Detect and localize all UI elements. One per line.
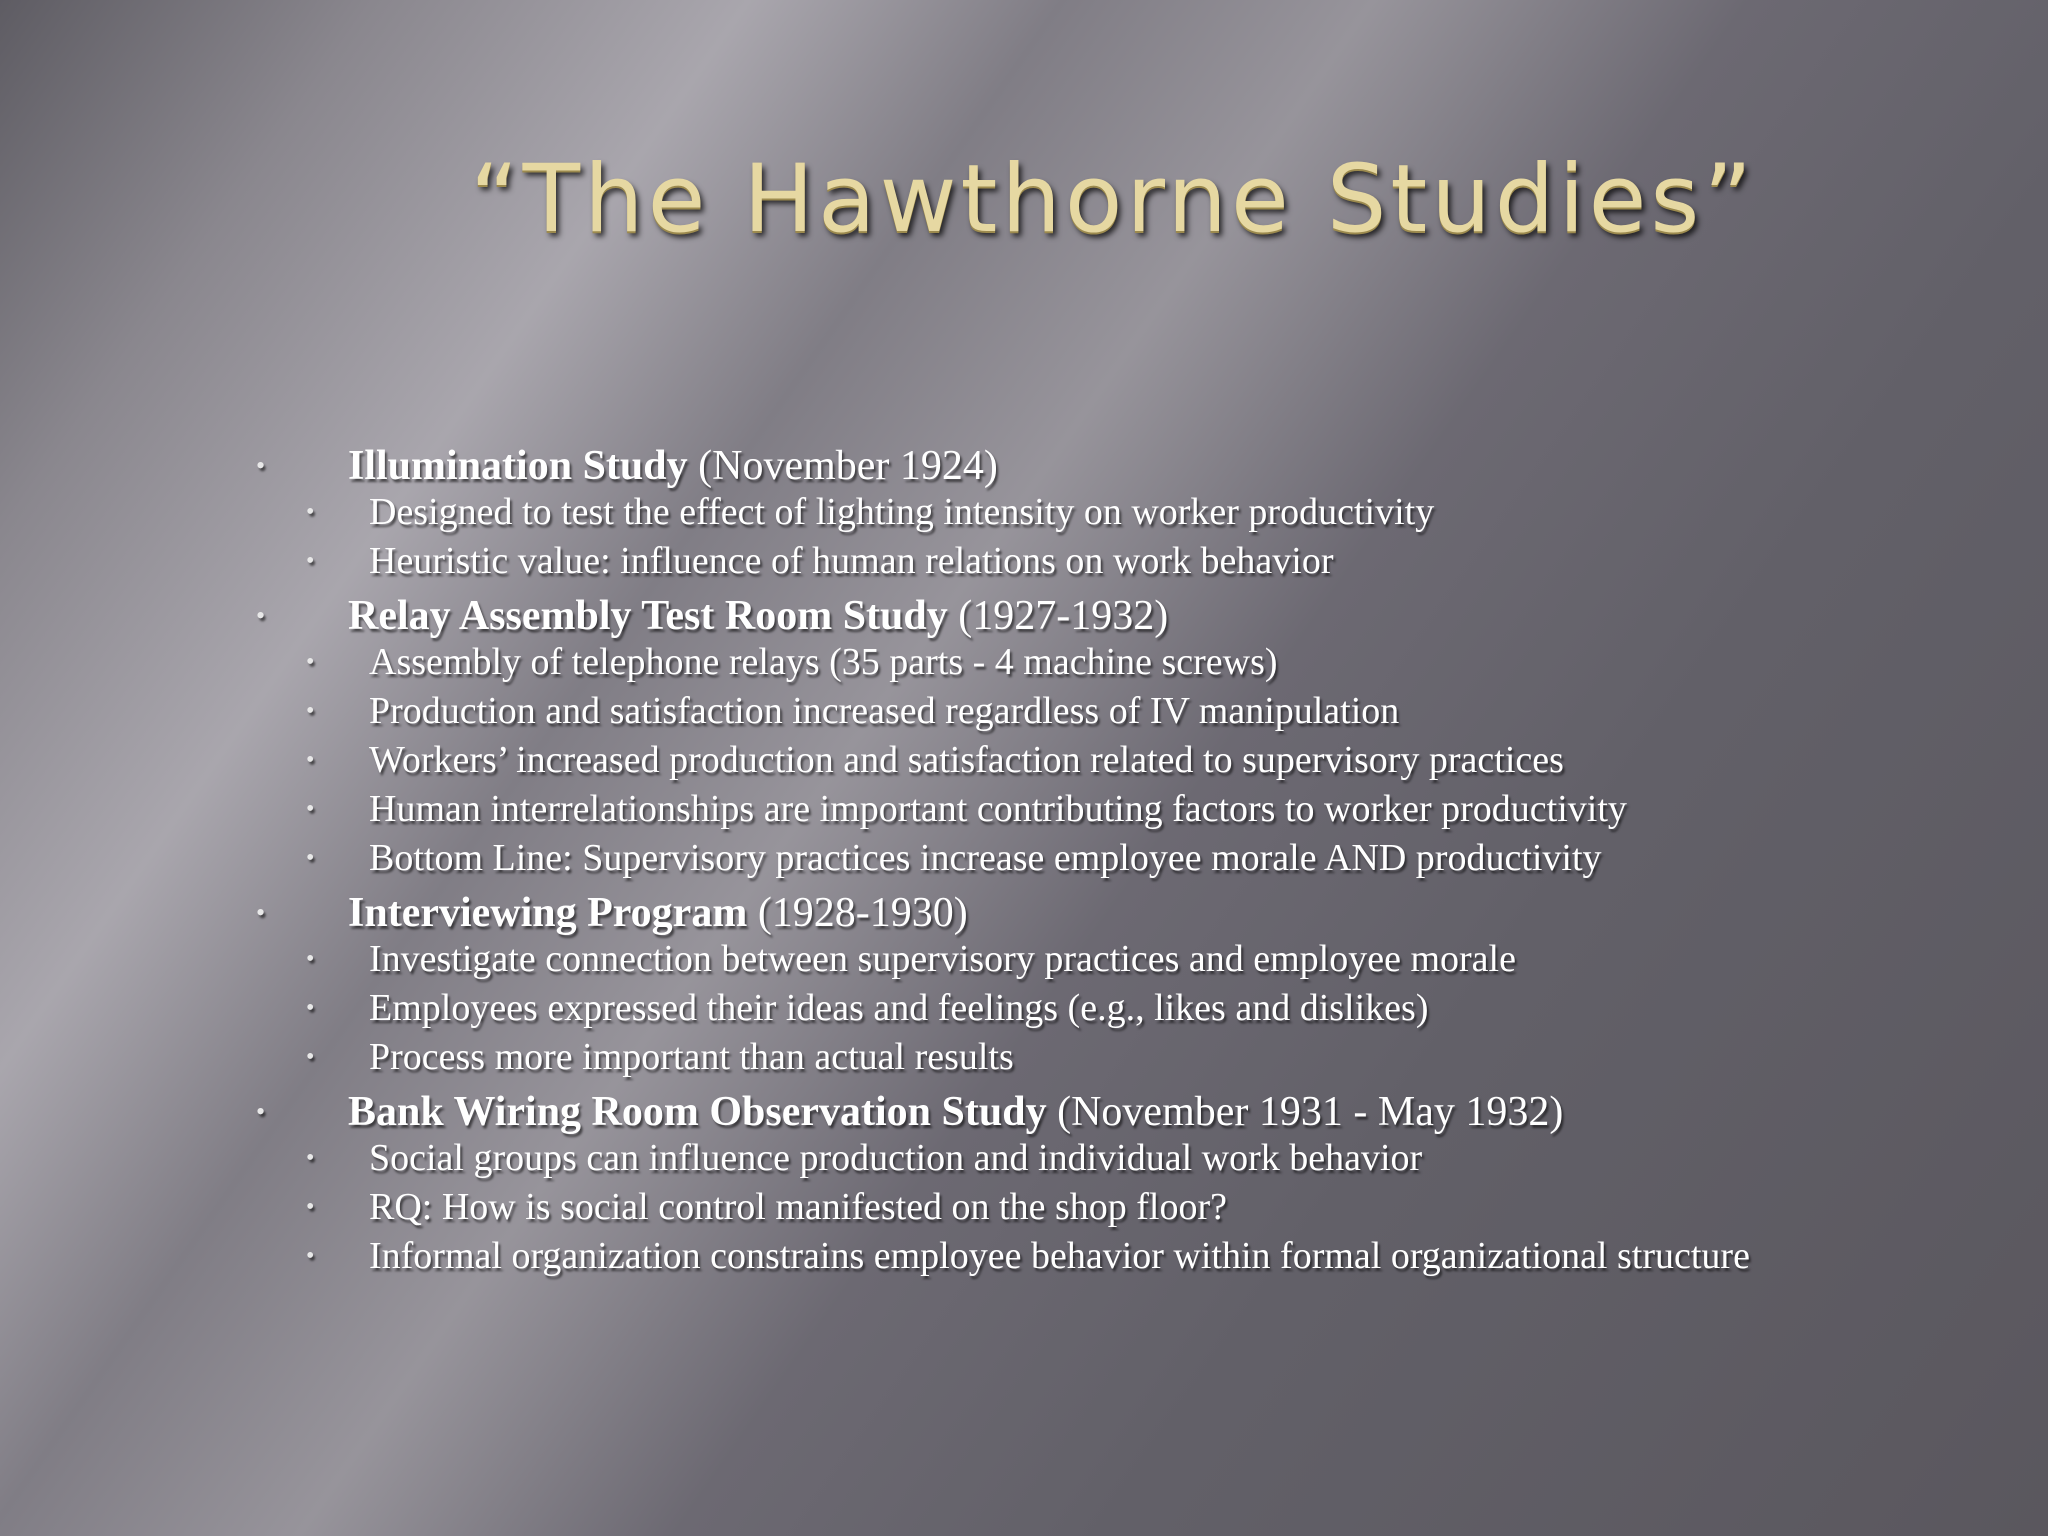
section-relay-assembly-study (248, 590, 1848, 878)
bullet-icon: • (306, 1145, 315, 1171)
bullet-icon: • (306, 796, 315, 822)
bullet-icon: • (256, 451, 266, 480)
slide-title: “The Hawthorne Studies” (469, 145, 1757, 254)
bullet-icon: • (306, 1194, 315, 1220)
sub-bullet-text: Designed to test the effect of lighting intensity on worker productivity (369, 491, 1435, 533)
bullet-icon: • (306, 995, 315, 1021)
sub-bullet-text: Social groups can influence production and individual work behavior (369, 1137, 1423, 1179)
study-date: (November 1931 - May 1932) (1046, 1089, 1564, 1135)
study-name: Bank Wiring Room Observation Study (348, 1089, 1047, 1135)
study-date: (1927-1932) (947, 593, 1169, 639)
sub-bullet-text: Workers’ increased production and satisfaction related to supervisory practices (369, 739, 1564, 781)
bullet-icon: • (306, 946, 315, 972)
sub-bullet (248, 642, 1848, 682)
sub-bullet (248, 988, 1848, 1028)
section-heading (248, 440, 1848, 492)
sub-bullet-text: Process more important than actual results (369, 1036, 1014, 1078)
sub-bullet-text: Heuristic value: influence of human relations on work behavior (369, 540, 1334, 582)
sub-bullet-text: Production and satisfaction increased regardless of IV manipulation (369, 690, 1400, 732)
sub-bullet (248, 492, 1848, 532)
sub-bullet (248, 789, 1899, 829)
section-heading (248, 590, 1848, 642)
bullet-icon: • (306, 1044, 315, 1070)
sub-bullet-text: Employees expressed their ideas and feelings (e.g., likes and dislikes) (369, 987, 1429, 1029)
bullet-icon: • (306, 548, 315, 574)
bullet-list (248, 438, 1848, 1285)
section-heading (248, 1086, 1848, 1138)
sub-bullet (248, 1037, 1848, 1077)
sub-bullet-text: Bottom Line: Supervisory practices increase employee morale AND productivity (369, 837, 1602, 879)
bullet-icon: • (306, 649, 315, 675)
sub-bullet (248, 1138, 1848, 1178)
sub-bullet-text: Investigate connection between supervisory practices and employee morale (369, 938, 1516, 980)
study-date: (1928-1930) (747, 890, 968, 936)
sub-bullet-text: RQ: How is social control manifested on the shop floor? (369, 1186, 1228, 1228)
section-illumination-study (248, 440, 1848, 581)
study-name: Interviewing Program (348, 890, 748, 936)
sub-bullet (248, 939, 1848, 979)
bullet-icon: • (256, 1097, 266, 1126)
bullet-icon: • (306, 845, 315, 871)
section-interviewing-program (248, 887, 1848, 1077)
bullet-icon: • (306, 698, 315, 724)
sub-bullet (248, 1236, 1848, 1276)
bullet-icon: • (256, 601, 266, 630)
study-name: Relay Assembly Test Room Study (348, 593, 948, 639)
sub-bullet (248, 1187, 1848, 1227)
section-heading (248, 887, 1848, 939)
sub-bullet-text: Assembly of telephone relays (35 parts - 4 machine screws) (369, 641, 1278, 683)
sub-bullet (248, 838, 1848, 878)
bullet-icon: • (306, 1243, 315, 1269)
bullet-icon: • (306, 499, 315, 525)
study-date: (November 1924) (687, 443, 998, 489)
sub-bullet-text: Human interrelationships are important contributing factors to worker productivity (369, 788, 1627, 830)
study-name: Illumination Study (348, 443, 688, 489)
sub-bullet (248, 691, 1848, 731)
section-bank-wiring-room-study (248, 1086, 1848, 1276)
bullet-icon: • (256, 898, 266, 927)
sub-bullet-text: Informal organization constrains employee behavior within formal organizational structure (369, 1235, 1750, 1277)
sub-bullet (248, 740, 1848, 780)
bullet-icon: • (306, 747, 315, 773)
sub-bullet (248, 541, 1848, 581)
